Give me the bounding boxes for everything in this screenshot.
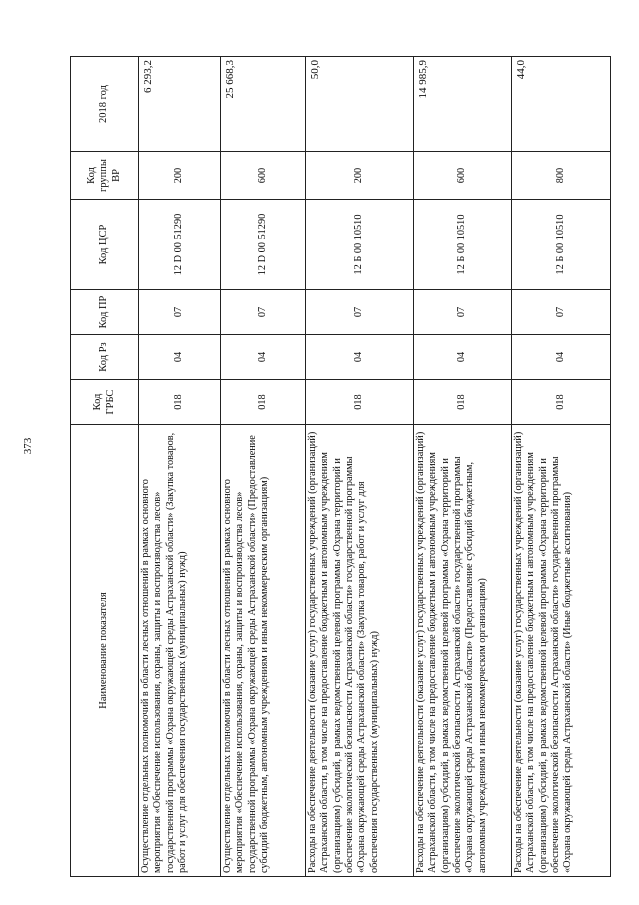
rotated-table-frame bbox=[70, 57, 610, 877]
row-csr: 12 Б 00 10510 bbox=[512, 200, 611, 290]
row-rz: 04 bbox=[414, 335, 512, 380]
column-header-vr: Код группы ВР bbox=[71, 152, 139, 200]
column-header-rz: Код Рз bbox=[71, 335, 139, 380]
table-container bbox=[70, 57, 610, 877]
row-csr: 12 D 00 51290 bbox=[221, 200, 306, 290]
page-number: 373 bbox=[22, 437, 34, 455]
row-grbs: 018 bbox=[414, 380, 512, 425]
column-header-year: 2018 год bbox=[71, 57, 139, 152]
row-csr: 12 D 00 51290 bbox=[139, 200, 221, 290]
row-pr: 07 bbox=[414, 290, 512, 335]
row-pr: 07 bbox=[139, 290, 221, 335]
row-amount: 50,0 bbox=[306, 57, 414, 152]
row-name: Расходы на обеспечение деятельности (оказание услуг) государственных учреждений (организаций) Астраханской области, в том числе на предоставление бюджетным и автономным учреждениям (организациям) субсидий, в рамках ведомственной целевой программы «Охрана территорий и обеспечение экологической безопасности Астраханской области» государственной программы «Охрана окружающей среды Астраханской области» (Предоставление субсидий бюджетным, автономным учреждениям и иным некоммерческим организациям) bbox=[414, 425, 512, 877]
budget-table bbox=[70, 56, 611, 877]
row-csr: 12 Б 00 10510 bbox=[306, 200, 414, 290]
row-grbs: 018 bbox=[221, 380, 306, 425]
row-vr: 200 bbox=[306, 152, 414, 200]
table-row bbox=[414, 57, 512, 877]
table-row bbox=[221, 57, 306, 877]
column-header-name: Наименование показателя bbox=[71, 425, 139, 877]
row-grbs: 018 bbox=[306, 380, 414, 425]
table-row bbox=[139, 57, 221, 877]
row-grbs: 018 bbox=[139, 380, 221, 425]
row-name: Расходы на обеспечение деятельности (оказание услуг) государственных учреждений (организаций) Астраханской области, в том числе на предоставление бюджетным и автономным учреждениям (организациям) субсидий, в рамках ведомственной целевой программы «Охрана территорий и обеспечение экологической безопасности Астраханской области» государственной программы «Охрана окружающей среды Астраханской области» (Иные бюджетные ассигнования) bbox=[512, 425, 611, 877]
row-rz: 04 bbox=[512, 335, 611, 380]
table-row bbox=[306, 57, 414, 877]
row-name: Осуществление отдельных полномочий в области лесных отношений в рамках основного мероприятия «Обеспечение использования, охраны, защиты и воспроизводства лесов» государственной программы «Охрана окружающей среды Астраханской области» (Закупка товаров, работ и услуг для обеспечения государственных (муниципальных) нужд) bbox=[139, 425, 221, 877]
row-amount: 44,0 bbox=[512, 57, 611, 152]
row-rz: 04 bbox=[221, 335, 306, 380]
row-pr: 07 bbox=[306, 290, 414, 335]
row-amount: 25 668,3 bbox=[221, 57, 306, 152]
row-pr: 07 bbox=[221, 290, 306, 335]
row-rz: 04 bbox=[306, 335, 414, 380]
row-rz: 04 bbox=[139, 335, 221, 380]
column-header-pr: Код ПР bbox=[71, 290, 139, 335]
table-header-row bbox=[71, 57, 139, 877]
row-amount: 6 293,2 bbox=[139, 57, 221, 152]
row-vr: 600 bbox=[221, 152, 306, 200]
row-name: Осуществление отдельных полномочий в области лесных отношений в рамках основного мероприятия «Обеспечение использования, охраны, защиты и воспроизводства лесов» государственной программы «Охрана окружающей среды Астраханской области» (Предоставление субсидий бюджетным, автономным учреждениям и иным некоммерческим организациям) bbox=[221, 425, 306, 877]
row-pr: 07 bbox=[512, 290, 611, 335]
row-vr: 800 bbox=[512, 152, 611, 200]
row-vr: 600 bbox=[414, 152, 512, 200]
table-row bbox=[512, 57, 611, 877]
row-grbs: 018 bbox=[512, 380, 611, 425]
row-vr: 200 bbox=[139, 152, 221, 200]
row-amount: 14 985,9 bbox=[414, 57, 512, 152]
row-name: Расходы на обеспечение деятельности (оказание услуг) государственных учреждений (организаций) Астраханской области, в том числе на предоставление бюджетным и автономным учреждениям (организациям) субсидий, в рамках ведомственной целевой программы «Охрана территорий и обеспечение экологической безопасности Астраханской области» государственной программы «Охрана окружающей среды Астраханской области» (Закупка товаров, работ и услуг для обеспечения государственных (муниципальных) нужд) bbox=[306, 425, 414, 877]
column-header-csr: Код ЦСР bbox=[71, 200, 139, 290]
column-header-grbs: Код ГРБС bbox=[71, 380, 139, 425]
row-csr: 12 Б 00 10510 bbox=[414, 200, 512, 290]
